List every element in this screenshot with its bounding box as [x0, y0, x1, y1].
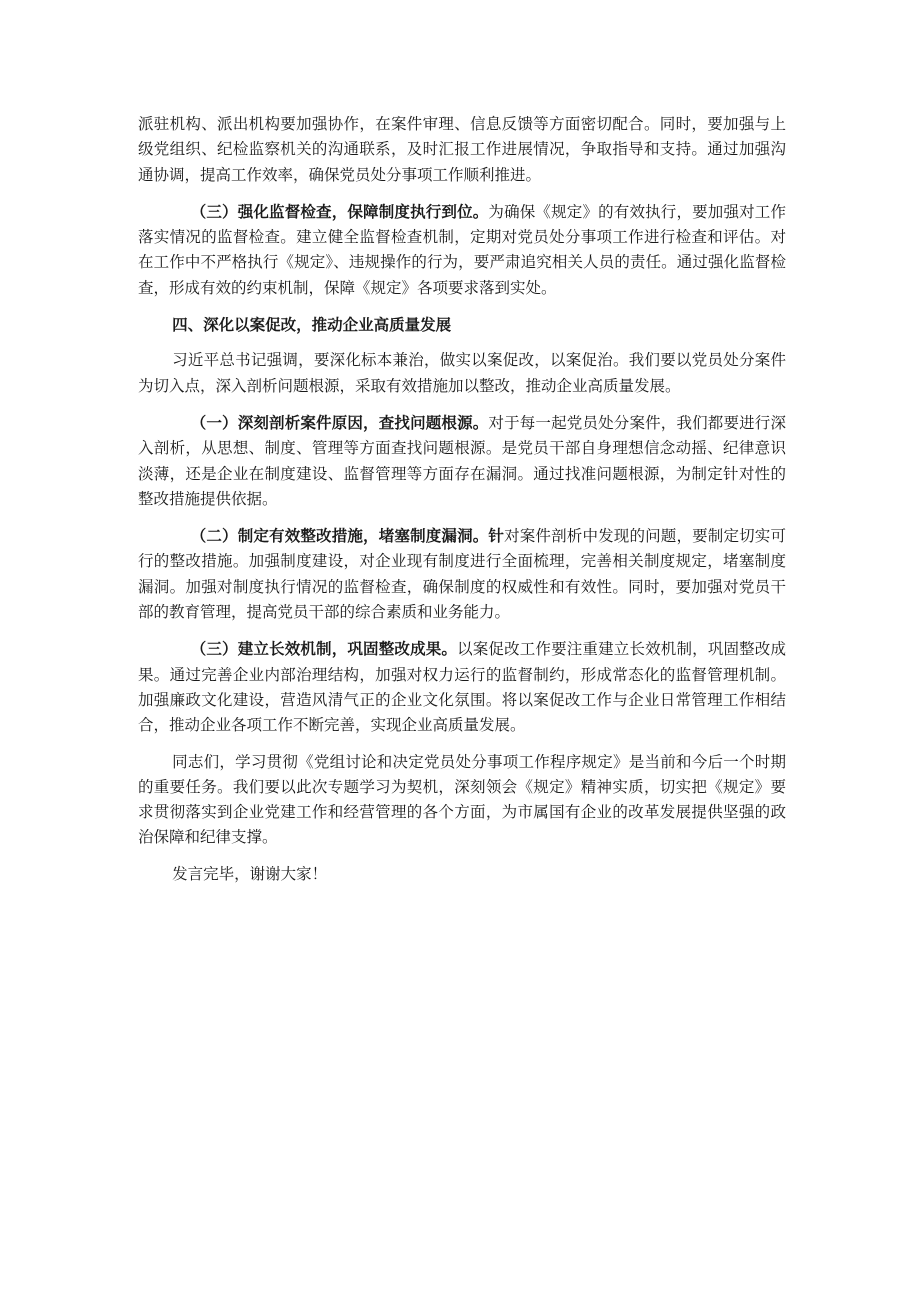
- subsection-4-2-lead: （二）制定有效整改措施，堵塞制度漏洞。针: [190, 526, 505, 546]
- subsection-4-3-lead: （三）建立长效机制，巩固整改成果。: [190, 639, 458, 659]
- paragraph-coordination: 派驻机构、派出机构要加强协作，在案件审理、信息反馈等方面密切配合。同时，要加强与上级党组织、纪检监察机关的沟通联系，及时汇报工作进展情况，争取指导和支持。通过加强沟通协调，提高工作效率，确保党员处分事项工作顺利推进。: [138, 115, 786, 184]
- subsection-4-1-lead: （一）深刻剖析案件原因，查找问题根源。: [190, 412, 489, 432]
- subsection-4-3: [138, 636, 786, 738]
- subsection-4-2: [138, 523, 786, 625]
- subsection-4-1: [138, 410, 786, 512]
- subsection-3-3-body: 为确保《规定》的有效执行，要加强对工作落实情况的监督检查。建立健全监督检查机制，定期对党员处分事项工作进行检查和评估。对在工作中不严格执行《规定》、违规操作的行为，要严肃追究相关人员的责任。通过强化监督检查，形成有效的约束机制，保障《规定》各项要求落到实处。: [138, 202, 786, 297]
- section-4-title: 四、深化以案促改，推动企业高质量发展: [172, 315, 452, 335]
- subsection-3-3-lead: （三）强化监督检查，保障制度执行到位。: [190, 201, 489, 221]
- subsection-4-3-body: 以案促改工作要注重建立长效机制，巩固整改成果。通过完善企业内部治理结构，加强对权力运行的监督制约，形成常态化的监督管理机制。加强廉政文化建设，营造风清气正的企业文化氛围。将以案促改工作与企业日常管理工作相结合，推动企业各项工作不断完善，实现企业高质量发展。: [138, 640, 786, 735]
- document-page: [138, 112, 786, 898]
- subsection-4-1-body: 对于每一起党员处分案件，我们都要进行深入剖析，从思想、制度、管理等方面查找问题根源。是党员干部自身理想信念动摇、纪律意识淡薄，还是企业在制度建设、监督管理等方面存在漏洞。通过找准问题根源，为制定针对性的整改措施提供依据。: [138, 413, 786, 508]
- conclusion-paragraph: 同志们，学习贯彻《党组讨论和决定党员处分事项工作程序规定》是当前和今后一个时期的重要任务。我们要以此次专题学习为契机，深刻领会《规定》精神实质，切实把《规定》要求贯彻落实到企业党建工作和经营管理的各个方面，为市属国有企业的改革发展提供坚强的政治保障和纪律支撑。: [138, 752, 786, 847]
- subsection-3-3: [138, 199, 786, 301]
- closing-remark: 发言完毕，谢谢大家！: [172, 864, 328, 883]
- section-4-intro: 习近平总书记强调，要深化标本兼治，做实以案促改，以案促治。我们要以党员处分案件为切入点，深入剖析问题根源，采取有效措施加以整改，推动企业高质量发展。: [138, 351, 786, 395]
- subsection-4-2-body: 对案件剖析中发现的问题，要制定切实可行的整改措施。加强制度建设，对企业现有制度进行全面梳理，完善相关制度规定，堵塞制度漏洞。加强对制度执行情况的监督检查，确保制度的权威性和有效性。同时，要加强对党员干部的教育管理，提高党员干部的综合素质和业务能力。: [138, 527, 786, 622]
